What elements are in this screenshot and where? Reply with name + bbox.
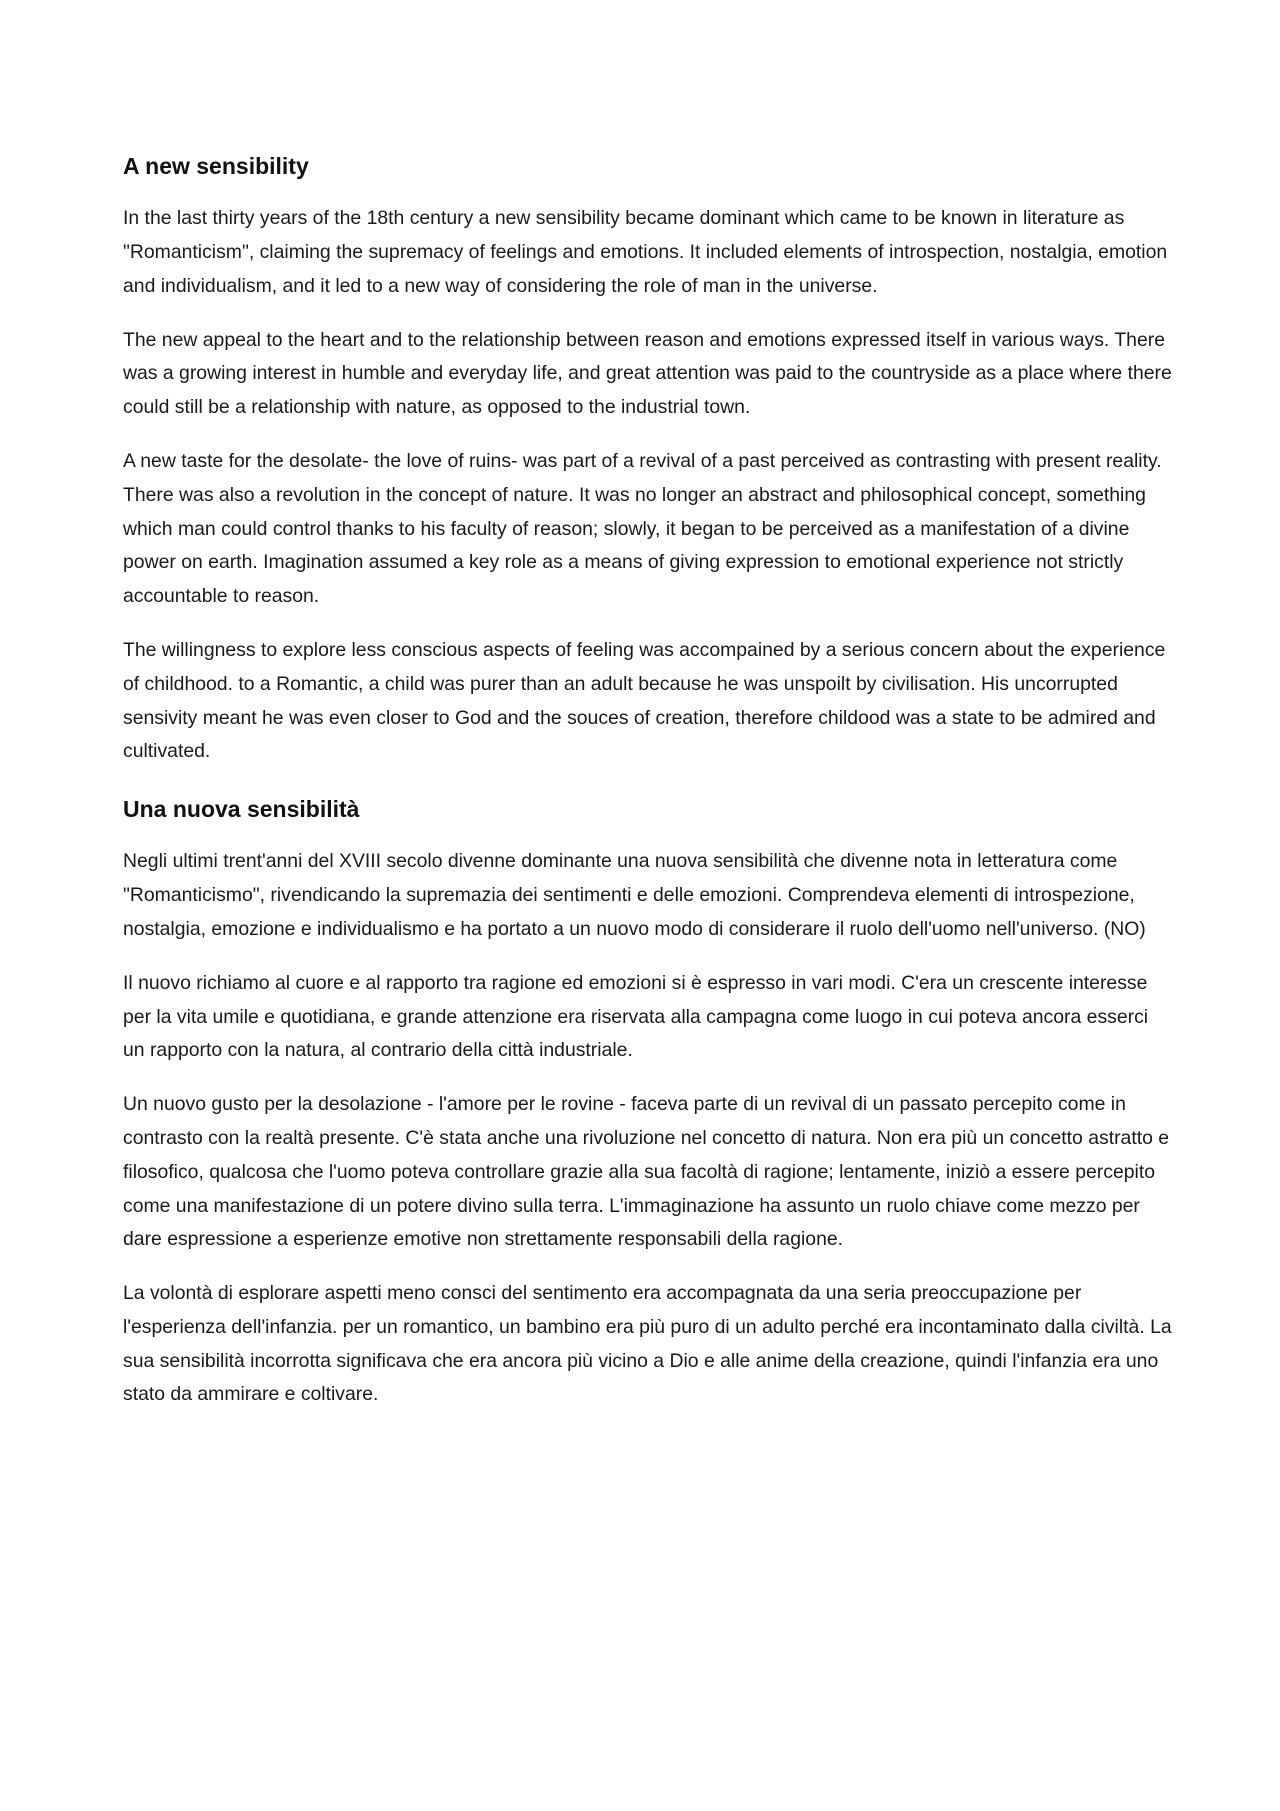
paragraph-english-4: The willingness to explore less conscious aspects of feeling was accompained by a serious concern about the experience of childhood. to a Romantic, a child was purer than an adult because he was unspoilt by civilisation. His uncorrupted sensivity meant he was even closer to God and the souces of creation, therefore childood was a state to be admired and cultivated. (123, 638, 1166, 763)
document-page (123, 150, 1173, 1432)
paragraph-italian-1: Negli ultimi trent'anni del XVIII secolo divenne dominante una nuova sensibilità che divenne nota in letteratura come "Romanticismo", rivendicando la supremazia dei sentimenti e delle emozioni. Comprendeva elementi di introspezione, nostalgia, emozione e individualismo e ha portato a un nuovo modo di considerare il ruolo dell'uomo nell'universo. (NO) (123, 850, 1146, 940)
paragraph-italian-2: Il nuovo richiamo al cuore e al rapporto tra ragione ed emozioni si è espresso in vari modi. C'era un crescente interesse per la vita umile e quotidiana, e grande attenzione era riservata alla campagna come luogo in cui poteva ancora esserci un rapporto con la natura, al contrario della città industriale. (123, 971, 1149, 1062)
paragraph-italian-4: La volontà di esplorare aspetti meno consci del sentimento era accompagnata da una seria preoccupazione per l'esperienza dell'infanzia. per un romantico, un bambino era più puro di un adulto perché era incontaminato dalla civiltà. La sua sensibilità incorrotta significava che era ancora più vicino a Dio e alle anime della creazione, quindi l'infanzia era uno stato da ammirare e coltivare. (123, 1282, 1172, 1406)
paragraph-english-2: The new appeal to the heart and to the relationship between reason and emotions expressed itself in various ways. There was a growing interest in humble and everyday life, and great attention was paid to the countryside as a place where there could still be a relationship with nature, as opposed to the industrial town. (123, 328, 1172, 419)
heading-italian: Una nuova sensibilità (123, 796, 360, 823)
paragraph-italian-3: Un nuovo gusto per la desolazione - l'amore per le rovine - faceva parte di un revival di un passato percepito come in contrasto con la realtà presente. C'è stata anche una rivoluzione nel concetto di natura. Non era più un concetto astratto e filosofico, qualcosa che l'uomo poteva controllare grazie alla sua facoltà di ragione; lentamente, iniziò a essere percepito come una manifestazione di un potere divino sulla terra. L'immaginazione ha assunto un ruolo chiave come mezzo per dare espressione a esperienze emotive non strettamente responsabili della ragione. (123, 1093, 1170, 1251)
heading-english: A new sensibility (123, 153, 309, 179)
paragraph-english-3: A new taste for the desolate- the love of ruins- was part of a revival of a past perceived as contrasting with present reality. There was also a revolution in the concept of nature. It was no longer an abstract and philosophical concept, something which man could control thanks to his faculty of reason; slowly, it began to be perceived as a manifestation of a divine power on earth. Imagination assumed a key role as a means of giving expression to emotional experience not strictly accountable to reason. (123, 449, 1162, 608)
paragraph-english-1: In the last thirty years of the 18th century a new sensibility became dominant which came to be known in literature as "Romanticism", claiming the supremacy of feelings and emotions. It included elements of introspection, nostalgia, emotion and individualism, and it led to a new way of considering the role of man in the universe. (123, 207, 1168, 297)
